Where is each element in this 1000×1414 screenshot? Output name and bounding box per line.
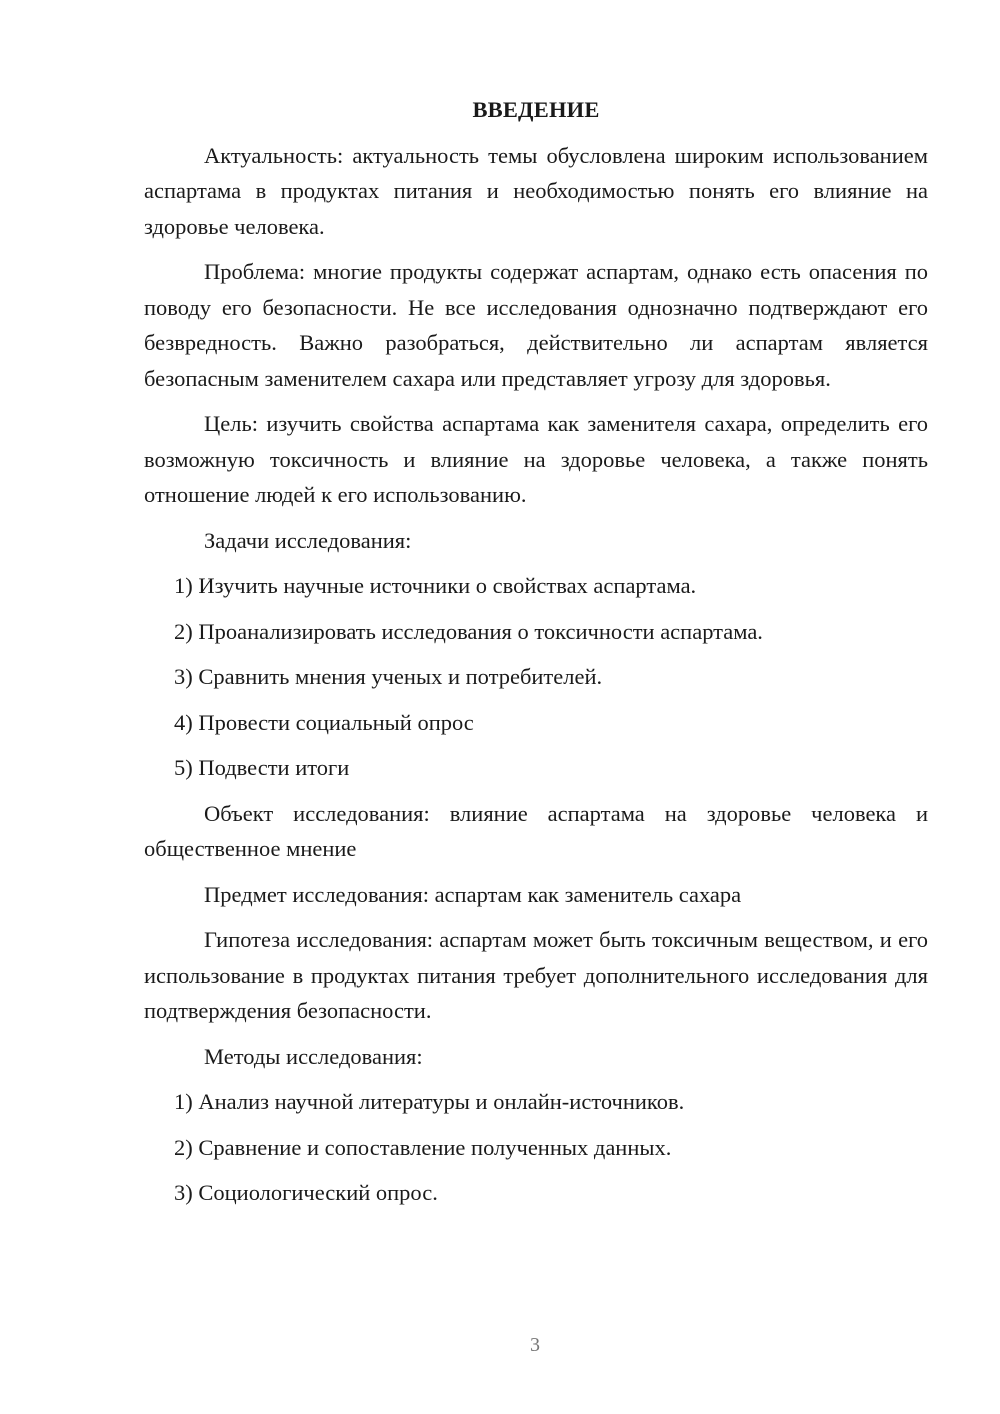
object-paragraph: Объект исследования: влияние аспартама на здоровье человека и общественное мнение bbox=[144, 800, 928, 861]
list-item: 1) Изучить научные источники о свойствах аспартама. bbox=[174, 573, 697, 598]
list-item: 4) Провести социальный опрос bbox=[174, 709, 474, 735]
document-page bbox=[144, 92, 928, 1221]
tasks-heading: Задачи исследования: bbox=[204, 527, 412, 553]
hypothesis-paragraph: Гипотеза исследования: аспартам может быть токсичным веществом, и его использование в продуктах питания требует дополнительного исследования для подтверждения безопасности. bbox=[144, 927, 928, 1023]
page-title: ВВЕДЕНИЕ bbox=[472, 97, 600, 122]
list-item: 2) Сравнение и сопоставление полученных данных. bbox=[174, 1134, 672, 1160]
relevance-paragraph: Актуальность: актуальность темы обусловлена широким использованием аспартама в продуктах питания и необходимостью понять его влияние на здоровье человека. bbox=[144, 142, 928, 239]
methods-list bbox=[144, 1084, 928, 1211]
page-number: 3 bbox=[530, 1334, 540, 1356]
tasks-list bbox=[144, 568, 928, 786]
goal-paragraph: Цель: изучить свойства аспартама как заменителя сахара, определить его возможную токсичность и влияние на здоровье человека, а также понять отношение людей к его использованию. bbox=[144, 411, 928, 507]
list-item: 5) Подвести итоги bbox=[174, 755, 350, 780]
list-item: 3) Социологический опрос. bbox=[174, 1180, 438, 1205]
list-item: 2) Проанализировать исследования о токсичности аспартама. bbox=[174, 618, 763, 644]
methods-heading: Методы исследования: bbox=[204, 1043, 423, 1069]
list-item: 1) Анализ научной литературы и онлайн-источников. bbox=[174, 1089, 685, 1114]
subject-paragraph: Предмет исследования: аспартам как заменитель сахара bbox=[204, 881, 742, 907]
list-item: 3) Сравнить мнения ученых и потребителей. bbox=[174, 664, 603, 689]
problem-paragraph: Проблема: многие продукты содержат аспартам, однако есть опасения по поводу его безопасности. Не все исследования однозначно подтверждают его безвредность. Важно разобраться, действительно ли аспартам является безопасным заменителем сахара или представляет угрозу для здоровья. bbox=[144, 259, 928, 391]
